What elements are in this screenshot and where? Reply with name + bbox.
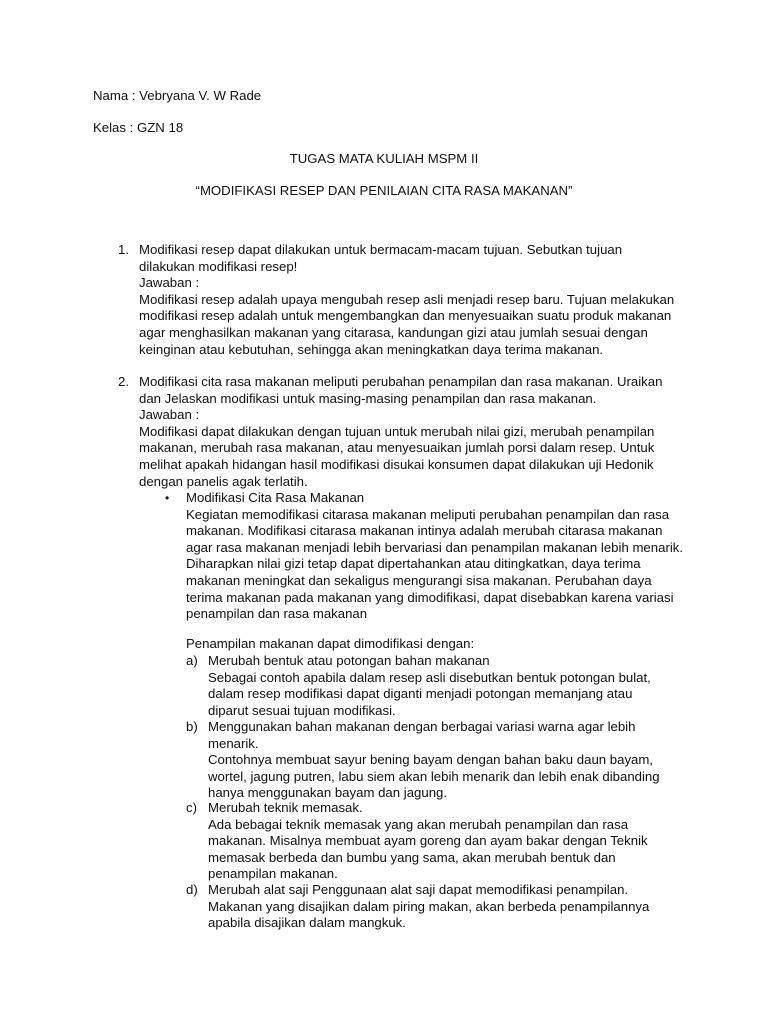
bullet-body-line: makanan. Modifikasi citarasa makanan intinya adalah merubah citarasa makanan: [186, 523, 663, 539]
list-item-d: [208, 882, 649, 932]
item-a-body-line: Sebagai contoh apabila dalam resep asli disebutkan bentuk potongan bulat,: [208, 669, 651, 685]
assignment-subtitle: “MODIFIKASI RESEP DAN PENILAIAN CITA RASA MAKANAN”: [195, 183, 573, 198]
question-1-line: dilakukan modifikasi resep!: [139, 258, 298, 274]
answer-1-line: modifikasi resep adalah untuk mengembangkan dan menyesuaikan suatu produk makanan: [139, 308, 672, 324]
item-d-letter: d): [186, 882, 198, 897]
item-a-letter: a): [186, 653, 198, 668]
answer-2-line: Modifikasi dapat dilakukan dengan tujuan untuk merubah nilai gizi, merubah penampilan: [139, 423, 655, 439]
bullet-title: Modifikasi Cita Rasa Makanan: [186, 490, 365, 505]
item-c-title: Merubah teknik memasak.: [208, 800, 363, 815]
question-1-number: 1.: [118, 242, 129, 257]
bullet-icon: •: [165, 491, 170, 505]
item-b-letter: b): [186, 719, 198, 734]
list-item-b: [208, 719, 660, 802]
question-1: [139, 242, 674, 358]
question-2-number: 2.: [118, 374, 129, 389]
question-2-line: Modifikasi cita rasa makanan meliputi perubahan penampilan dan rasa makanan. Uraikan: [139, 374, 663, 389]
bullet-body-line: Diharapkan nilai gizi tetap dapat dipertahankan atau ditingkatkan, daya terima: [186, 556, 641, 572]
item-a-body-line: diparut sesuai tujuan modifikasi.: [208, 702, 396, 718]
bullet-body-line: penampilan dan rasa makanan: [186, 606, 368, 622]
question-2: [139, 374, 662, 490]
question-2-line: dan Jelaskan modifikasi untuk masing-masing penampilan dan rasa makanan.: [139, 390, 597, 406]
item-c-body-line: makanan. Misalnya membuat ayam goreng dan ayam bakar dengan Teknik: [208, 833, 648, 849]
bullet-body-line: Kegiatan memodifikasi citarasa makanan meliputi perubahan penampilan dan rasa: [186, 506, 670, 522]
assignment-title: TUGAS MATA KULIAH MSPM II: [289, 151, 479, 166]
item-b-body-line: hanya menggunakan bayam dan jagung.: [208, 785, 448, 801]
item-d-body-line: Makanan yang disajikan dalam piring makan, akan berbeda penampilannya: [208, 898, 650, 914]
item-c-letter: c): [186, 800, 197, 815]
answer-2-line: makanan, merubah rasa makanan, atau menyesuaikan jumlah porsi dalam resep. Untuk: [139, 440, 655, 456]
item-b-body-line: wortel, jagung putren, labu siem akan lebih menarik dan lebih enak dibanding: [208, 768, 660, 784]
item-d-body-line: apabila disajikan dalam mangkuk.: [208, 915, 406, 931]
item-c-body-line: memasak berbeda dan bumbu yang sama, akan merubah bentuk dan: [208, 849, 616, 865]
item-b-title: menarik.: [208, 735, 259, 751]
answer-2-line: dengan panelis agak terlatih.: [139, 473, 308, 489]
list-item-c: [208, 800, 648, 883]
answer-1-label: Jawaban :: [139, 275, 200, 291]
item-d-title: Merubah alat saji Penggunaan alat saji dapat memodifikasi penampilan.: [208, 882, 629, 897]
item-b-body-line: Contohnya membuat sayur bening bayam dengan bahan baku daun bayam,: [208, 752, 654, 768]
bullet-body-line: agar rasa makanan menjadi lebih bervariasi dan penampilan makanan lebih menarik.: [186, 539, 684, 555]
student-name: Nama : Vebryana V. W Rade: [93, 88, 262, 103]
item-c-body-line: penampilan makanan.: [208, 866, 338, 882]
item-b-title: Menggunakan bahan makanan dengan berbagai variasi warna agar lebih: [208, 719, 636, 734]
answer-2-line: melihat apakah hidangan hasil modifikasi disukai konsumen dapat dilakukan uji Hedonik: [139, 456, 654, 472]
bullet-section: [186, 490, 683, 623]
bullet-body-line: terima makanan pada makanan yang dimodifikasi, dapat disebabkan karena variasi: [186, 589, 674, 605]
list-item-a: [208, 653, 651, 719]
bullet-intro: Penampilan makanan dapat dimodifikasi dengan:: [186, 636, 475, 651]
answer-1-line: keinginan atau kebutuhan, sehingga akan meningkatkan daya terima makanan.: [139, 341, 604, 357]
question-1-line: Modifikasi resep dapat dilakukan untuk bermacam-macam tujuan. Sebutkan tujuan: [139, 242, 623, 257]
answer-2-label: Jawaban :: [139, 407, 200, 423]
item-a-body-line: dalam resep modifikasi dapat diganti menjadi potongan memanjang atau: [208, 686, 633, 702]
answer-1-line: Modifikasi resep adalah upaya mengubah resep asli menjadi resep baru. Tujuan melakukan: [139, 291, 675, 307]
item-c-body-line: Ada bebagai teknik memasak yang akan merubah penampilan dan rasa: [208, 816, 629, 832]
bullet-body-line: makanan meningkat dan sekaligus mengurangi sisa makanan. Perubahan daya: [186, 572, 652, 588]
item-a-title: Merubah bentuk atau potongan bahan makanan: [208, 653, 490, 668]
answer-1-line: agar menghasilkan makanan yang citarasa, kandungan gizi atau jumlah sesuai dengan: [139, 324, 648, 340]
student-class: Kelas : GZN 18: [93, 120, 184, 135]
